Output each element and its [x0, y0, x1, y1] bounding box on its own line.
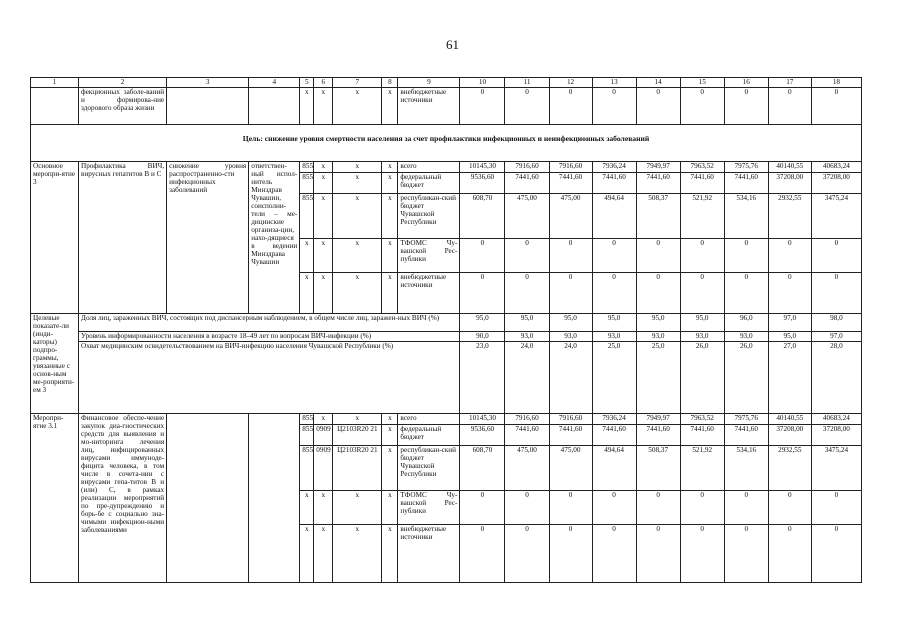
amount-cell: 534,16	[724, 446, 768, 491]
amount-cell: 0	[680, 525, 724, 583]
event-executor: ответствен-ный испол-нитель Минздрав Чувашии, соисполни-тели – ме-дицинские организа-ции, нахо-дящиеся в ведении Минздрава Чувашии	[249, 162, 300, 314]
column-number: 12	[549, 78, 592, 88]
budget-code: 855	[300, 414, 314, 425]
amount-cell: 40140,55	[768, 414, 811, 425]
indicator-value: 93,0	[724, 332, 768, 342]
budget-code: x	[314, 173, 333, 194]
amount-cell: 37208,00	[768, 173, 811, 194]
budget-code: x	[382, 173, 398, 194]
budget-code: x	[300, 239, 314, 273]
cell-empty	[249, 414, 300, 583]
budget-code: x	[382, 446, 398, 491]
amount-cell: 9536,60	[460, 425, 505, 446]
budget-code: x	[382, 88, 398, 125]
budget-code: x	[382, 194, 398, 239]
amount-cell: 37208,00	[811, 425, 861, 446]
indicator-value: 95,0	[636, 314, 680, 332]
amount-cell: 7441,60	[592, 173, 636, 194]
cell-empty	[167, 88, 249, 125]
amount-cell: 37208,00	[768, 425, 811, 446]
amount-cell: 9536,60	[460, 173, 505, 194]
cell-empty	[31, 88, 79, 125]
budget-code: x	[300, 525, 314, 583]
budget-code: x	[333, 239, 382, 273]
amount-cell: 0	[680, 491, 724, 525]
budget-code: x	[314, 273, 333, 314]
amount-cell: 40683,24	[811, 162, 861, 173]
amount-cell: 508,37	[636, 446, 680, 491]
amount-cell: 3475,24	[811, 194, 861, 239]
amount-cell: 7441,60	[592, 425, 636, 446]
column-number: 1	[31, 78, 79, 88]
amount-cell: 7441,60	[636, 425, 680, 446]
amount-cell: 0	[724, 525, 768, 583]
table-row	[31, 88, 862, 125]
budget-code: x	[314, 525, 333, 583]
amount-cell: 608,70	[460, 194, 505, 239]
amount-cell: 0	[768, 88, 811, 125]
amount-cell: 7975,76	[724, 414, 768, 425]
amount-cell: 7441,60	[724, 425, 768, 446]
amount-cell: 3475,24	[811, 446, 861, 491]
funding-source: всего	[398, 162, 460, 173]
indicator-row	[31, 342, 862, 414]
budget-code: x	[382, 239, 398, 273]
amount-cell: 521,92	[680, 446, 724, 491]
amount-cell: 494,64	[592, 194, 636, 239]
budget-code: Ц2103R20 21	[333, 446, 382, 491]
amount-cell: 0	[505, 525, 549, 583]
amount-cell: 7441,60	[724, 173, 768, 194]
amount-cell: 475,00	[549, 194, 592, 239]
indicator-text: Доля лиц, зараженных ВИЧ, состоящих под диспансерным наблюдением, в общем числе лиц, заражен-ных ВИЧ (%)	[79, 314, 460, 332]
amount-cell: 0	[505, 273, 549, 314]
event-name: Финансовое обеспе-чение закупок диа-гностических средств для выявления и мо-ниторинга лечения лиц, инфицированных вирусами иммуноде-фицита человека, в том числе в сочета-нии с вирусами гепа-титов В и (или) С, в рамках реализации мероприятий по пре-дупреждению и борь-бе с социально зна-чимыми инфекцион-ными заболеваниями	[79, 414, 167, 583]
amount-cell: 0	[811, 491, 861, 525]
amount-cell: 0	[505, 88, 549, 125]
funding-source: всего	[398, 414, 460, 425]
column-number: 15	[680, 78, 724, 88]
goal-row	[31, 125, 862, 162]
amount-cell: 475,00	[549, 446, 592, 491]
amount-cell: 0	[460, 525, 505, 583]
table-row	[31, 414, 862, 425]
budget-code: x	[382, 491, 398, 525]
amount-cell: 0	[460, 239, 505, 273]
amount-cell: 0	[460, 88, 505, 125]
indicator-value: 93,0	[680, 332, 724, 342]
funding-source: ТФОМС Чу-вашской Рес-публики	[398, 239, 460, 273]
indicator-value: 97,0	[768, 314, 811, 332]
indicator-value: 93,0	[592, 332, 636, 342]
budget-code: x	[300, 88, 314, 125]
funding-source: ТФОМС Чу-вашской Рес-публики	[398, 491, 460, 525]
indicator-value: 93,0	[636, 332, 680, 342]
page-number: 61	[446, 37, 459, 52]
amount-cell: 0	[460, 491, 505, 525]
amount-cell: 0	[811, 273, 861, 314]
budget-code: x	[382, 525, 398, 583]
amount-cell: 0	[768, 239, 811, 273]
funding-source: республикан-ский бюджет Чувашской Республики	[398, 446, 460, 491]
amount-cell: 10145,30	[460, 414, 505, 425]
amount-cell: 0	[592, 273, 636, 314]
funding-source: внебюджетные источники	[398, 88, 460, 125]
indicator-row	[31, 332, 862, 342]
indicator-value: 28,0	[811, 342, 861, 414]
column-number: 8	[382, 78, 398, 88]
amount-cell: 7936,24	[592, 162, 636, 173]
amount-cell: 0	[811, 239, 861, 273]
amount-cell: 7949,97	[636, 162, 680, 173]
column-number: 2	[79, 78, 167, 88]
budget-code: Ц2103R20 21	[333, 425, 382, 446]
column-number: 6	[314, 78, 333, 88]
indicator-value: 24,0	[549, 342, 592, 414]
cell-empty	[249, 88, 300, 125]
event-name: фекционных заболе-ваний и формирова-ние здорового образа жизни	[79, 88, 167, 125]
indicator-value: 25,0	[636, 342, 680, 414]
amount-cell: 521,92	[680, 194, 724, 239]
indicator-value: 95,0	[768, 332, 811, 342]
budget-code: x	[300, 491, 314, 525]
amount-cell: 0	[549, 88, 592, 125]
amount-cell: 0	[636, 239, 680, 273]
table-row	[31, 162, 862, 173]
amount-cell: 7916,60	[505, 414, 549, 425]
amount-cell: 7916,60	[549, 162, 592, 173]
budget-code: x	[314, 414, 333, 425]
amount-cell: 10145,30	[460, 162, 505, 173]
budget-code: x	[314, 194, 333, 239]
budget-code: x	[382, 162, 398, 173]
column-number-row	[31, 78, 862, 88]
amount-cell: 2932,55	[768, 194, 811, 239]
budget-code: 855	[300, 173, 314, 194]
indicator-value: 95,0	[680, 314, 724, 332]
amount-cell: 0	[768, 491, 811, 525]
amount-cell: 0	[680, 239, 724, 273]
amount-cell: 0	[811, 525, 861, 583]
budget-code: x	[382, 273, 398, 314]
budget-code: x	[382, 414, 398, 425]
column-number: 18	[811, 78, 861, 88]
budget-code: x	[333, 525, 382, 583]
amount-cell: 7949,97	[636, 414, 680, 425]
goal-text: Цель: снижение уровня смертности населения за счет профилактики инфекционных и неинфекционных заболеваний	[31, 125, 862, 162]
amount-cell: 494,64	[592, 446, 636, 491]
indicator-value: 90,0	[460, 332, 505, 342]
indicator-value: 93,0	[549, 332, 592, 342]
indicator-value: 93,0	[505, 332, 549, 342]
budget-code: x	[314, 491, 333, 525]
amount-cell: 0	[592, 525, 636, 583]
amount-cell: 0	[636, 525, 680, 583]
amount-cell: 0	[724, 273, 768, 314]
budget-code: 0909	[314, 425, 333, 446]
budget-code: x	[333, 194, 382, 239]
column-number: 9	[398, 78, 460, 88]
budget-code: x	[333, 273, 382, 314]
indicator-value: 95,0	[592, 314, 636, 332]
budget-code: 0909	[314, 446, 333, 491]
indicator-value: 95,0	[549, 314, 592, 332]
budget-code: x	[314, 239, 333, 273]
amount-cell: 0	[549, 273, 592, 314]
event-task: снижение уровня распространенно-сти инфекционных заболеваний	[167, 162, 249, 314]
indicator-value: 24,0	[505, 342, 549, 414]
amount-cell: 0	[549, 525, 592, 583]
funding-source: внебюджетные источники	[398, 525, 460, 583]
amount-cell: 0	[636, 273, 680, 314]
budget-code: x	[333, 173, 382, 194]
amount-cell: 0	[724, 239, 768, 273]
amount-cell: 37208,00	[811, 173, 861, 194]
funding-source: республикан-ский бюджет Чувашской Республики	[398, 194, 460, 239]
amount-cell: 0	[680, 273, 724, 314]
budget-table	[30, 77, 862, 583]
budget-code: 855	[300, 425, 314, 446]
amount-cell: 40140,55	[768, 162, 811, 173]
amount-cell: 7963,52	[680, 414, 724, 425]
budget-code: x	[300, 273, 314, 314]
column-number: 10	[460, 78, 505, 88]
amount-cell: 0	[549, 239, 592, 273]
budget-code: x	[314, 162, 333, 173]
indicator-text: Уровень информированности населения в возрасте 18–49 лет по вопросам ВИЧ-инфекции (%)	[79, 332, 460, 342]
indicator-value: 26,0	[680, 342, 724, 414]
amount-cell: 0	[768, 525, 811, 583]
amount-cell: 0	[811, 88, 861, 125]
amount-cell: 7963,52	[680, 162, 724, 173]
column-number: 11	[505, 78, 549, 88]
column-number: 13	[592, 78, 636, 88]
column-number: 17	[768, 78, 811, 88]
amount-cell: 7441,60	[680, 425, 724, 446]
indicator-value: 96,0	[724, 314, 768, 332]
indicator-value: 23,0	[460, 342, 505, 414]
indicator-text: Охват медицинским освидетельствованием на ВИЧ-инфекцию населения Чувашской Республики (%)	[79, 342, 460, 414]
indicator-value: 95,0	[505, 314, 549, 332]
column-number: 16	[724, 78, 768, 88]
budget-code: 855	[300, 162, 314, 173]
amount-cell: 0	[549, 491, 592, 525]
amount-cell: 7441,60	[505, 425, 549, 446]
indicator-value: 25,0	[592, 342, 636, 414]
budget-code: x	[333, 414, 382, 425]
amount-cell: 0	[505, 491, 549, 525]
budget-code: x	[333, 162, 382, 173]
amount-cell: 0	[636, 88, 680, 125]
funding-source: федеральный бюджет	[398, 425, 460, 446]
amount-cell: 40683,24	[811, 414, 861, 425]
amount-cell: 508,37	[636, 194, 680, 239]
amount-cell: 0	[460, 273, 505, 314]
event-name: Профилактика ВИЧ, вирусных гепатитов В и С	[79, 162, 167, 314]
amount-cell: 0	[680, 88, 724, 125]
indicators-label: Целевые показате-ли (инди-каторы) подпро-граммы, увязанные с основ-ным ме-роприяти-ем 3	[31, 314, 79, 414]
amount-cell: 475,00	[505, 194, 549, 239]
amount-cell: 0	[592, 239, 636, 273]
indicator-value: 27,0	[768, 342, 811, 414]
amount-cell: 0	[636, 491, 680, 525]
amount-cell: 0	[505, 239, 549, 273]
amount-cell: 7441,60	[505, 173, 549, 194]
budget-code: x	[333, 88, 382, 125]
amount-cell: 7441,60	[549, 425, 592, 446]
funding-source: федеральный бюджет	[398, 173, 460, 194]
budget-code: 855	[300, 194, 314, 239]
amount-cell: 0	[724, 88, 768, 125]
amount-cell: 7916,60	[549, 414, 592, 425]
amount-cell: 7441,60	[680, 173, 724, 194]
indicator-value: 97,0	[811, 332, 861, 342]
amount-cell: 7975,76	[724, 162, 768, 173]
amount-cell: 7441,60	[636, 173, 680, 194]
column-number: 3	[167, 78, 249, 88]
column-number: 7	[333, 78, 382, 88]
column-number: 5	[300, 78, 314, 88]
amount-cell: 608,70	[460, 446, 505, 491]
column-number: 4	[249, 78, 300, 88]
amount-cell: 0	[768, 273, 811, 314]
indicator-value: 95,0	[460, 314, 505, 332]
amount-cell: 0	[724, 491, 768, 525]
cell-empty	[167, 414, 249, 583]
amount-cell: 0	[592, 491, 636, 525]
amount-cell: 0	[592, 88, 636, 125]
amount-cell: 7916,60	[505, 162, 549, 173]
event-label: Меропри-ятие 3.1	[31, 414, 79, 583]
column-number: 14	[636, 78, 680, 88]
amount-cell: 534,16	[724, 194, 768, 239]
indicator-row	[31, 314, 862, 332]
amount-cell: 475,00	[505, 446, 549, 491]
budget-code: x	[382, 425, 398, 446]
budget-code: x	[314, 88, 333, 125]
budget-code: 855	[300, 446, 314, 491]
budget-code: x	[333, 491, 382, 525]
amount-cell: 7441,60	[549, 173, 592, 194]
event-label: Основное меропри-ятие 3	[31, 162, 79, 314]
amount-cell: 2932,55	[768, 446, 811, 491]
indicator-value: 26,0	[724, 342, 768, 414]
amount-cell: 7936,24	[592, 414, 636, 425]
indicator-value: 98,0	[811, 314, 861, 332]
funding-source: внебюджетные источники	[398, 273, 460, 314]
